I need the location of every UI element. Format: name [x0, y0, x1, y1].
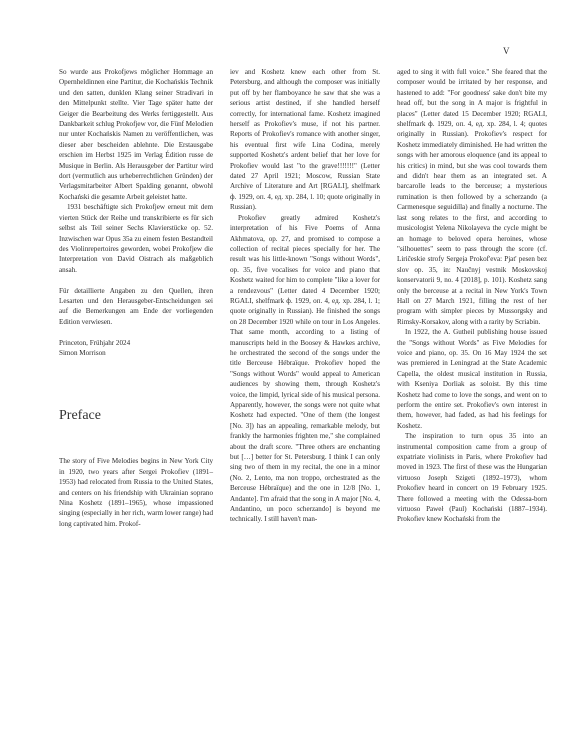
- english-paragraph-1: The story of Five Melodies begins in New York City in 1920, two years after Sergei Prokofiev (1891–1953) had relocated from Russia to the United States, and centers on his friendship with Ukrainian soprano Nina Koshetz (1891–1965), whose impassioned singing (especially in her rich, warm lower range) had long captivated him. Prokof-: [59, 457, 213, 528]
- english-paragraph-6: The inspiration to turn opus 35 into an instrumental composition came from a group of expatriate violinists in Paris, where Prokofiev had moved in 1923. The first of these was the Hungarian virtuoso Joseph Szigeti (1892–1973), whom Prokofiev heard in concert on 19 February 1925. There followed a meeting with the Odessa-born virtuoso Paweł (Paul) Kochański (1887–1934). Prokofiev knew Kochański from the: [397, 432, 547, 524]
- german-paragraph-1: So wurde aus Prokofjews möglicher Hommage an Opernheldinnen eine Partitur, die Kochańskis Technik und den satten, dunklen Klang seiner Stradivari in den Mittelpunkt stellte. Vier Tage später hatte der Geiger die Bearbeitung des Werks fertiggestellt. Aus Dankbarkeit schlug Prokofjew vor, die Fünf Melodien nur unter Kochańskis Namen zu veröffentlichen, was dieser aber bescheiden ablehnte. Die Erstausgabe erschien im Herbst 1925 im Verlag Édition russe de Musique in Berlin. Als Herausgeber der Partitur wird dort (vermutlich aus urheberrechtlichen Gründen) der Verlagsmitarbeiter Albert Spalding genannt, obwohl Kochański die gesamte Arbeit geleistet hatte.: [59, 68, 213, 201]
- preface-title: Preface: [59, 408, 101, 424]
- column-3: [397, 67, 547, 525]
- english-paragraph-2: iev and Koshetz knew each other from St. Petersburg, and although the composer was initially put off by her flamboyance he saw that she was a serious artist destined, if she handled herself correctly, for international fame. Koshetz imagined herself as Prokofiev's muse, if not his partner. Reports of Prokofiev's romance with another singer, his eventual first wife Lina Codina, merely supported Koshetz's ardent belief that her love for Prokofiev would last "to the grave!!!!!!!" (Letter dated 27 April 1921; Moscow, Russian State Archive of Literature and Art [RGALI], shelfmark ф. 1929, оп. 4, ед. хр. 284, l. 10; quote originally in Russian).: [230, 68, 380, 212]
- column-2: [230, 67, 380, 525]
- english-paragraph-5: In 1922, the A. Gutheil publishing house issued the "Songs without Words" as Five Melodies for voice and piano, op. 35. On 16 May 1924 the set was premiered in Leningrad at the State Academic Capella, the oldest musical institution in Russia, with Kseniya Dorliak as soloist. By this time Koshetz had come to love the songs, and went on to perform the entire set. Prokofiev's own interest in them, however, had faded, as had his feelings for Koshetz.: [397, 328, 547, 430]
- signature-name: Simon Morrison: [59, 348, 106, 357]
- german-paragraph-3: Für detaillierte Angaben zu den Quellen, ihren Lesarten und den Herausgeber-Entscheidungen sei auf die Bemerkungen am Ende der vorliegenden Edition verwiesen.: [59, 286, 213, 326]
- german-paragraph-2: 1931 beschäftigte sich Prokofjew erneut mit dem vierten Stück der Reihe und transkribierte es für sich selbst als Teil seiner Sechs Klavierstücke op. 52. Inzwischen war Opus 35a zu einem festen Bestandteil des Violinrepertoires geworden, wobei Prokofjew die Interpretation von David Oistrach als maßgeblich ansah.: [59, 203, 213, 274]
- column-1: [59, 67, 213, 529]
- english-paragraph-3: Prokofiev greatly admired Koshetz's interpretation of his Five Poems of Anna Akhmatova, op. 27, and promised to compose a collection of recital pieces specially for her. The result was his little-known "Songs without Words", op. 35, five vocalises for voice and piano that Koshetz waited for him to complete "like a lover for a rendezvous" (Letter dated 4 December 1920; RGALI, shelfmark ф. 1929, оп. 4, ед. хр. 284, l. 1; quote originally in Russian). He finished the songs on 28 December 1920 while on tour in Los Angeles. That same month, according to a listing of manuscripts held in the Boosey & Hawkes archive, he orchestrated the second of the songs under the title Berceuse Hébraïque. Prokofiev hoped the "Songs without Words" would appeal to American audiences by showing them, through Koshetz's voice, the limpid, lyrical side of his musical persona. Apparently, however, the songs were not quite what Koshetz had expected. "One of them (the longest [No. 3]) has an appealing, remarkable melody, but frankly the harmonies frighten me," she complained about the draft score. "Three others are enchanting but […] better for St. Petersburg. I think I can only sing two of them in my recital, the one in a minor (No. 2, Lento, ma non troppo, orchestrated as the Berceuse Hébraïque) and the one in 12/8 [No. 1, Andante]. I'm afraid that the song in A major [No. 4, Andantino, un poco scherzando] is beyond me technically. I still haven't man-: [230, 213, 380, 524]
- page-number: V: [503, 46, 510, 56]
- signature-place-date: Princeton, Frühjahr 2024: [59, 338, 131, 347]
- english-paragraph-4: aged to sing it with full voice." She feared that the composer would be irritated by her response, and hastened to add: "For goodness' sake don't bite my head off, but the song in A major is frightful in places" (Letter dated 15 December 1920; RGALI, shelfmark ф. 1929, оп. 4, ед. хр. 284, l. 4; quotes originally in Russian). Prokofiev's respect for Koshetz immediately diminished. He had written the songs with her amorous eloquence (and its appeal to his critics) in mind, but she was cool towards them and didn't hear them as an integrated set. A barcarolle leads to the berceuse; a mysterious rumination is then followed by a scherzando (a Carmenesque seguidilla) and finally a nocturne. The last song relates to the first, and according to musicologist Yelena Nikolayeva the cycle might be an homage to beloved opera heroines, whose "silhouettes" seem to pass through the score (cf. Liričeskie strofy Sergeja Prokof'eva: Pjat' pesen bez slov op. 35, in: Naučnyj vestnik Moskovskoj konservatorii 9, no. 4 [2018], p. 101). Koshetz sang only the berceuse at a recital in New York's Town Hall on 27 March 1921, filling the rest of her program with simpler pieces by Mussorgsky and Rimsky-Korsakov, along with a rarity by Scriabin.: [397, 68, 547, 326]
